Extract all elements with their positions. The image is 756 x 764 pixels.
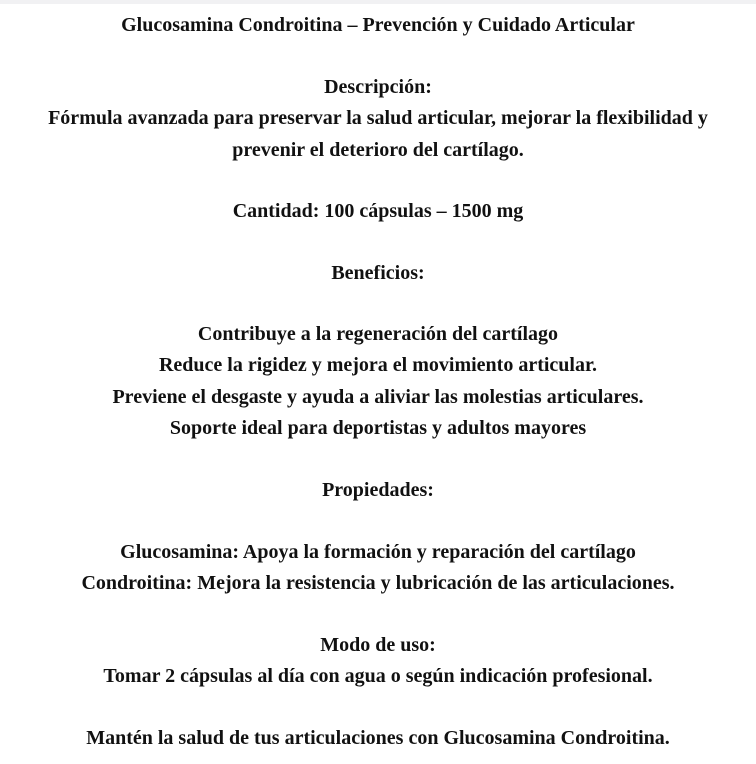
description-text-line-2: prevenir el deterioro del cartílago. — [232, 139, 524, 161]
top-edge-bar — [0, 0, 756, 4]
benefit-item: Previene el desgaste y ayuda a aliviar las molestias articulares. — [112, 386, 644, 408]
description-text-line-1: Fórmula avanzada para preservar la salud articular, mejorar la flexibilidad y — [48, 107, 708, 129]
property-item: Glucosamina: Apoya la formación y reparación del cartílago — [120, 541, 636, 563]
document-title: Glucosamina Condroitina – Prevención y Cuidado Articular — [121, 14, 635, 36]
benefit-item: Reduce la rigidez y mejora el movimiento articular. — [158, 354, 598, 376]
property-item: Condroitina: Mejora la resistencia y lubricación de las articulaciones. — [81, 572, 675, 594]
usage-text: Tomar 2 cápsulas al día con agua o según indicación profesional. — [103, 665, 653, 687]
closing-text: Mantén la salud de tus articulaciones con Glucosamina Condroitina. — [86, 727, 670, 749]
benefit-item: Soporte ideal para deportistas y adultos mayores — [169, 417, 587, 439]
properties-heading: Propiedades: — [322, 479, 434, 501]
usage-heading: Modo de uso: — [320, 634, 436, 656]
quantity-text: Cantidad: 100 cápsulas – 1500 mg — [232, 200, 524, 222]
description-heading: Descripción: — [324, 76, 432, 98]
benefit-item: Contribuye a la regeneración del cartílago — [197, 323, 559, 345]
benefits-heading: Beneficios: — [331, 262, 425, 284]
